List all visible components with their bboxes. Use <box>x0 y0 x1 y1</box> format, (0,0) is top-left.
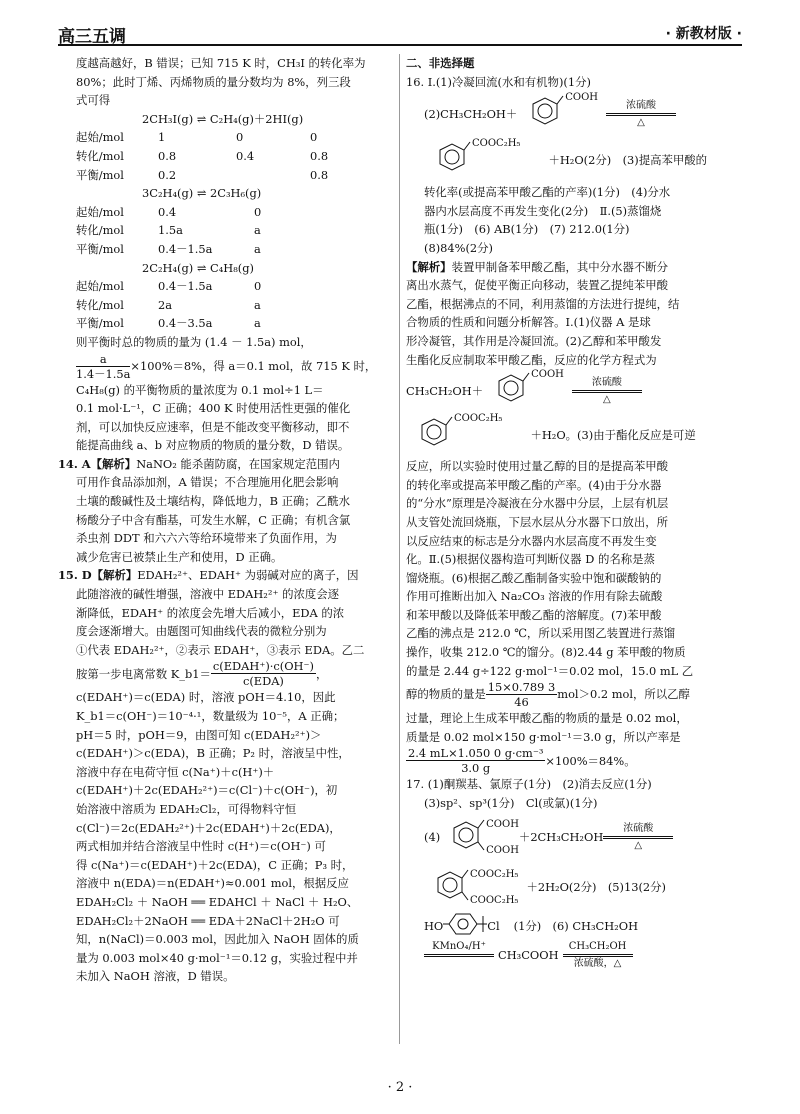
q17-6-route: KMnO₄/H⁺ CH₃COOH CH₃CH₂OH 浓硫酸，△ <box>406 941 742 970</box>
q16-analysis-3: 过量，理论上生成苯甲酸乙酯的物质的量是 0.02 mol， 质量是 0.02 mol×150 g·mol⁻¹＝3.0 g，所以产率是 <box>406 711 688 744</box>
text-line: 80%；此时丁烯、丙烯物质的量分数均为 8%，列三段 <box>76 74 351 89</box>
phenol-structure <box>443 910 489 944</box>
reaction-arrow-2: 浓硫酸 △ <box>572 377 642 406</box>
column-divider <box>399 54 400 1044</box>
left-column <box>58 54 394 986</box>
reaction-arrow: 浓硫酸 △ <box>606 100 676 129</box>
q13-intro <box>58 54 394 110</box>
fraction-line: $\frac{a}{1.4-1.5a}$ ×100%＝8%，得 a＝0.1 mol，故 715 K 时， <box>76 351 377 381</box>
reaction-arrow-5: CH₃CH₂OH 浓硫酸，△ <box>563 941 633 970</box>
text-line: 式可得 <box>76 93 111 108</box>
right-column <box>406 54 742 970</box>
mole-fraction: $\frac{a}{1.4-1.5a}$ <box>76 351 131 381</box>
q14-answer: 14. A【解析】NaNO₂ 能杀菌防腐，在国家规定范围内 可用作食品添加剂，A 错误；不合理施用化肥会影响 土壤的酸碱性及土壤结构，降低地力，B 正确；乙酰水 杨酸分子中含有酯基，可发生水解，C 正确；有机含氯 杀虫剂 DDT 和六六六等给环境带来了负面作用，为 减少危害已被禁止生产和使用，D 正确。 <box>58 456 351 564</box>
equation-2: 3C₂H₄(g) ⇌ 2C₃H₆(g) <box>142 186 262 201</box>
q16-equation: (2)CH₃CH₂OH＋ COOH 浓硫酸 △ <box>406 91 742 137</box>
yield-line: $\frac{\text{2.4 mL×1.050 0 g·cm⁻³}}{3.0 g}$ ×100%＝84%。 <box>408 746 636 776</box>
section-title: 二、非选择题 <box>406 56 475 70</box>
diethyl-phthalate-line: COOC₂H₅ COOC₂H₅ ＋2H₂O(2分) (5)13(2分) <box>406 863 742 913</box>
q16-analysis-equation: CH₃CH₂OH＋ COOH 浓硫酸 △ <box>406 369 742 413</box>
reaction-arrow-4: KMnO₄/H⁺ <box>424 941 494 970</box>
ethanol-moles-line: 醇的物质的量是 $\frac{15\times 0.789 3}{46}$ mol＞0.2 mol，所以乙醇 <box>406 680 690 710</box>
page-number: · 2 · <box>387 1080 413 1095</box>
kb1-expression: 胺第一步电离常数 K_b1＝ $\frac{\text{c(EDAH⁺)·c(OH⁻)}}{\text{c(EDA)}}$ ， <box>76 659 328 689</box>
q16-part1: 16. Ⅰ.(1)冷凝回流(水和有机物)(1分) <box>406 74 591 89</box>
q13-conclusion: C₄H₈(g) 的平衡物质的量浓度为 0.1 mol÷1 L＝ 0.1 mol·L⁻¹，C 正确；400 K 时使用活性更强的催化 剂，可以加快反应速率，但是不能改变平衡移动，即不 能提高曲线 a、b 对应物质的物质的量分数，D 错误。 <box>76 382 351 453</box>
three-stage-table-3: 起始/mol 0.4－1.5a 0 转化/mol 2a a 平衡/mol 0.4－3.5a a <box>76 279 262 331</box>
total-moles-text: 则平衡时总的物质的量为 (1.4 － 1.5a) mol， <box>76 334 312 349</box>
q15-answer: 15. D【解析】EDAH₂²⁺、EDAH⁺ 为弱碱对应的离子，因 此随溶液的碱性增强，溶液中 EDAH₂²⁺ 的浓度会逐 渐降低，EDAH⁺ 的浓度会先增大后减小，EDA 的浓 度会逐渐增大。由题图可知曲线代表的微粒分别为 ①代表 EDAH₂²⁺，②表示 EDAH⁺，③表示 EDA。乙二 胺第一步电离常数 K_b1＝ $\frac{\text{c(EDAH⁺)·c(OH⁻)}}{\text{c(EDA)}}$ ， c(EDAH⁺)＝c(EDA) 时，溶液 pOH＝4.10，因此 K_b1＝c(OH⁻)＝10⁻⁴·¹，数量级为 10⁻⁵，A 正确； pH＝5 时，pOH＝9，由图可知 c(EDAH₂²⁺)＞ c(EDAH⁺)＞c(EDA)，B 正确；P₂ 时，溶液呈中性， 溶液中存在电荷守恒 c(Na⁺)＋c(H⁺)＋ c(EDAH⁺)＋2c(EDAH₂²⁺)＝c(Cl⁻)＋c(OH⁻)，初 始溶液中溶质为 EDAH₂Cl₂，可得物料守恒 c(Cl⁻)＝2c(EDAH₂²⁺)＋2c(EDAH⁺)＋2c(EDA)， 两式相加并结合溶液呈中性时 c(H⁺)＝c(OH⁻) 可 得 c(Na⁺)＝c(EDAH⁺)＋2c(EDA)，C 正确；P₃ 时， 溶液中 n(EDA)＝n(EDAH⁺)≈0.001 mol，根据反应 EDAH₂Cl₂ ＋ NaOH ══ EDAHCl ＋ NaCl ＋ H₂O、 EDAH₂Cl₂＋2NaOH ══ EDA＋2NaCl＋2H₂O 可 知，n(NaCl)＝0.003 mol，因此加入 NaOH 固体的质 量为 0.003 mol×40 g·mol⁻¹＝0.12 g，实验过程中并 未加入 NaOH 溶液，D 错误。 <box>58 566 394 985</box>
q17-answers: 17. (1)酮羰基、氯原子(1分) (2)消去反应(1分) (3)sp²、sp³(1分) Cl(或氯)(1分) <box>406 777 652 811</box>
q16-analysis-2: 反应，所以实验时使用过量乙醇的目的是提高苯甲酸 的转化率或提高苯甲酸乙酯的产率。(4)由于分水器 的“分水”原理是冷凝液在分水器中分层，上层有机层 从支管处流回烧瓶，下层水层从分水器下口放出，所 以反应结束的标志是分水器内水层高度不再发生变 化。Ⅱ.(5)根据仪器构造可判断仪器 D 的名称是蒸 馏烧瓶。(6)根据乙酸乙酯制备实验中饱和碳酸钠的 作用可推断出加入 Na₂CO₃ 溶液的作用有除去硫酸 和苯甲酸以及降低苯甲酸乙酯的溶解度。(7)苯甲酸 乙酯的沸点是 212.0 ℃，所以采用图乙装置进行蒸馏 操作，收集 212.0 ℃的馏分。(8)2.44 g 苯甲酸的物质 的量是 2.44 g÷122 g·mol⁻¹＝0.02 mol，15.0 mL 乙 <box>406 459 694 678</box>
header-edition: · 新教材版 · <box>665 26 742 42</box>
ethyl-benzoate-line: COOC₂H₅ ＋H₂O(2分) (3)提高苯甲酸的 <box>406 137 742 183</box>
three-stage-table-2: 起始/mol 0.4 0 转化/mol 1.5a a 平衡/mol 0.4－1.5a a <box>76 204 262 256</box>
q17-4-equation: (4) COOH COOH ＋2CH₃CH₂OH 浓硫酸 △ <box>406 813 742 863</box>
q16-analysis: 【解析】装置甲制备苯甲酸乙酯，其中分水器不断分 离出水蒸气，促使平衡正向移动，装置乙提纯苯甲酸 乙酯，根据沸点的不同，利用蒸馏的方法进行提纯，结 合物质的性质和问题分析解答。Ⅰ.(1)仪器 A 是球 形冷凝管，其作用是冷凝回流。(2)乙醇和苯甲酸发 生酯化反应制取苯甲酸乙酯，反应的化学方程式为 <box>406 259 680 367</box>
page-header <box>58 20 742 46</box>
q16-answers: 转化率(或提高苯甲酸乙酯的产率)(1分) (4)分水 器内水层高度不再发生变化(2分) Ⅱ.(5)蒸馏烧 瓶(1分) (6) AB(1分) (7) 212.0(1分) (8)84%(2分) <box>424 185 671 255</box>
equation-1: 2CH₃I(g) ⇌ C₂H₄(g)＋2HI(g) <box>142 111 304 126</box>
equation-3: 2C₂H₄(g) ⇌ C₄H₈(g) <box>142 260 254 275</box>
header-title: 高三五调 <box>58 27 126 47</box>
three-stage-table-1: 起始/mol 1 0 0 转化/mol 0.8 0.4 0.8 平衡/mol 0.2 0.8 <box>76 130 329 182</box>
reaction-arrow-3: 浓硫酸 △ <box>603 823 673 852</box>
ethyl-benzoate-line-2: COOC₂H₅ ＋H₂O。(3)由于酯化反应是可逆 <box>406 413 742 457</box>
text-line: 度越高越好，B 错误；已知 715 K 时，CH₃I 的转化率为 <box>76 56 366 70</box>
q17-6-line: HO Cl (1分) (6) CH₃CH₂OH <box>406 913 742 941</box>
